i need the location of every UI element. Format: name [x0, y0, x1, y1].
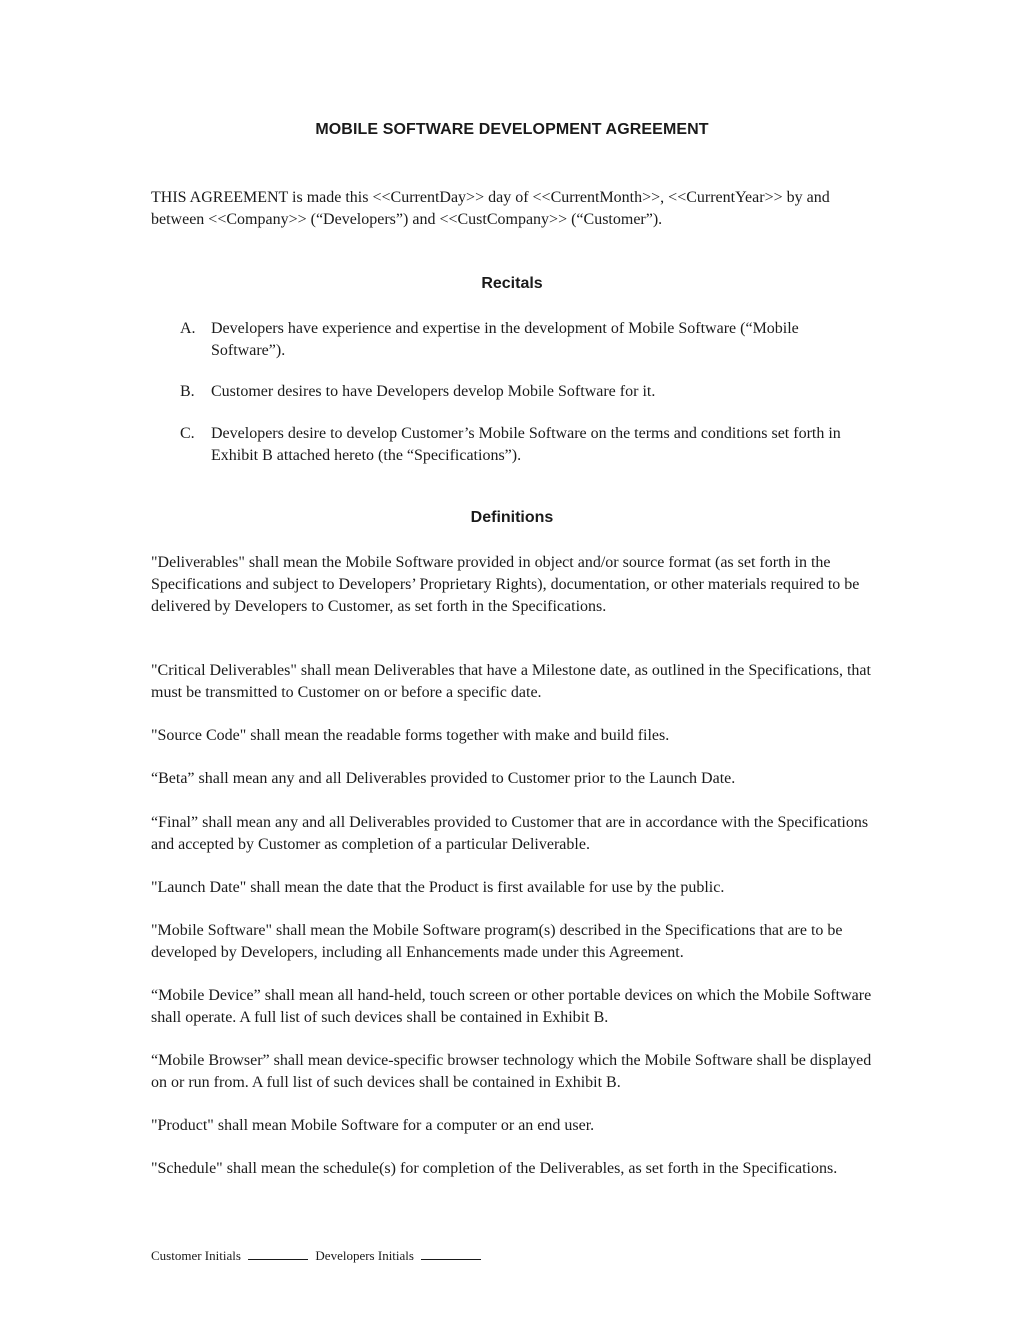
intro-paragraph: THIS AGREEMENT is made this <<CurrentDay>> day of <<CurrentMonth>>, <<CurrentYear>> by and between <<Company>> (“Developers”) and <<CustCompany>> (“Customer”).: [151, 189, 830, 228]
definition-paragraph: “Final” shall mean any and all Deliverables provided to Customer that are in accordance with the Specifications and accepted by Customer as completion of a particular Deliverable.: [151, 814, 869, 853]
recital-text: Developers desire to develop Customer’s Mobile Software on the terms and conditions set forth in Exhibit B attached hereto (the “Specifications”).: [211, 425, 841, 464]
definition-paragraph: "Product" shall mean Mobile Software for a computer or an end user.: [151, 1117, 595, 1134]
recital-letter: B.: [180, 383, 195, 400]
customer-initials-line[interactable]: [248, 1248, 308, 1260]
recital-item: [180, 423, 870, 467]
definition-paragraph: “Mobile Browser” shall mean device-specific browser technology which the Mobile Software shall be displayed on or run from. A full list of such devices shall be contained in Exhibit B.: [151, 1052, 872, 1091]
recital-item: [180, 318, 870, 362]
definition-paragraph: "Schedule" shall mean the schedule(s) for completion of the Deliverables, as set forth in the Specifications.: [151, 1160, 838, 1177]
developer-initials-line[interactable]: [421, 1248, 481, 1260]
recitals-heading: Recitals: [481, 275, 543, 292]
definition-paragraph: "Deliverables" shall mean the Mobile Software provided in object and/or source format (as set forth in the Specifications and subject to Developers’ Proprietary Rights), documentation, or other materials required to be delivered by Developers to Customer, as set forth in the Specifications.: [151, 554, 860, 615]
definition-paragraph: “Mobile Device” shall mean all hand-held, touch screen or other portable devices on which the Mobile Software shall operate. A full list of such devices shall be contained in Exhibit B.: [151, 987, 872, 1026]
definitions-heading: Definitions: [470, 509, 554, 526]
definition-paragraph: "Mobile Software" shall mean the Mobile Software program(s) described in the Specifications that are to be developed by Developers, including all Enhancements made under this Agreement.: [151, 922, 843, 961]
customer-initials-label: Customer Initials: [151, 1248, 241, 1263]
definition-paragraph: "Launch Date" shall mean the date that the Product is first available for use by the public.: [151, 879, 725, 896]
definition-paragraph: "Source Code" shall mean the readable forms together with make and build files.: [151, 727, 670, 744]
recital-text: Developers have experience and expertise in the development of Mobile Software (“Mobile Software”).: [211, 320, 799, 359]
recital-text: Customer desires to have Developers develop Mobile Software for it.: [211, 383, 656, 400]
definition-paragraph: "Critical Deliverables" shall mean Deliverables that have a Milestone date, as outlined in the Specifications, that must be transmitted to Customer on or before a specific date.: [151, 662, 871, 701]
document-title: MOBILE SOFTWARE DEVELOPMENT AGREEMENT: [315, 121, 709, 138]
recital-letter: C.: [180, 425, 195, 442]
initials-footer: [151, 1248, 485, 1264]
recital-letter: A.: [180, 320, 196, 337]
definition-paragraph: “Beta” shall mean any and all Deliverables provided to Customer prior to the Launch Date.: [151, 770, 736, 787]
developer-initials-label: Developers Initials: [315, 1248, 414, 1263]
recital-item: [180, 381, 870, 403]
